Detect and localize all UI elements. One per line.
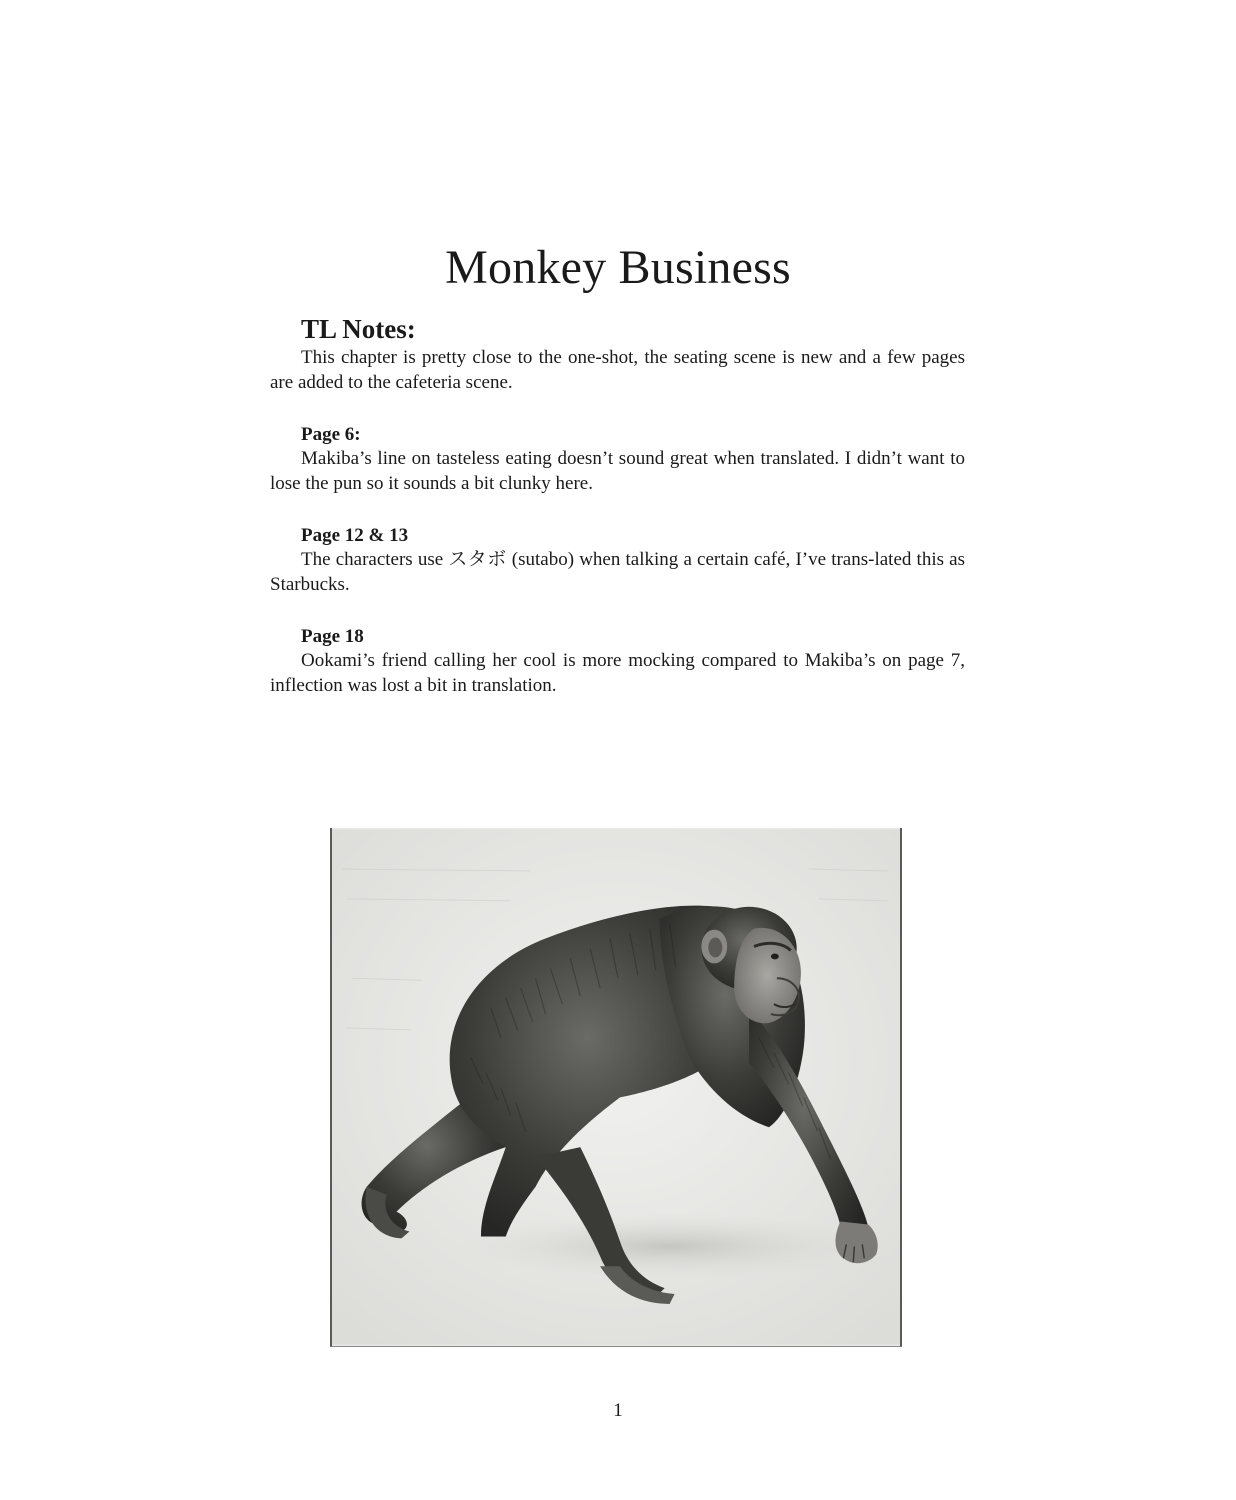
section-text: Ookami’s friend calling her cool is more mocking compared to Makiba’s on page 7, inflection was lost a bit in translation. [270,650,965,696]
chimpanzee-drawing [332,828,900,1346]
section-text: This chapter is pretty close to the one-shot, the seating scene is new and a few pages are added to the cafeteria scene. [270,347,965,393]
section-heading: Page 12 & 13 [301,525,409,546]
page-title: Monkey Business [445,241,791,294]
section-text: The characters use スタボ (sutabo) when talking a certain café, I’ve trans-lated this as Starbucks. [270,549,965,595]
page-number: 1 [613,1400,623,1421]
tl-notes-content [270,312,965,698]
section-page-6 [270,423,965,496]
section-page-18 [270,625,965,698]
section-text: Makiba’s line on tasteless eating doesn’t sound great when translated. I didn’t want to lose the pun so it sounds a bit clunky here. [270,448,965,494]
chimpanzee-illustration [330,828,902,1347]
section-heading: TL Notes: [301,314,416,344]
section-tl-notes [270,312,965,395]
section-heading: Page 18 [301,626,364,647]
section-heading: Page 6: [301,424,361,445]
section-page-12-13 [270,524,965,597]
